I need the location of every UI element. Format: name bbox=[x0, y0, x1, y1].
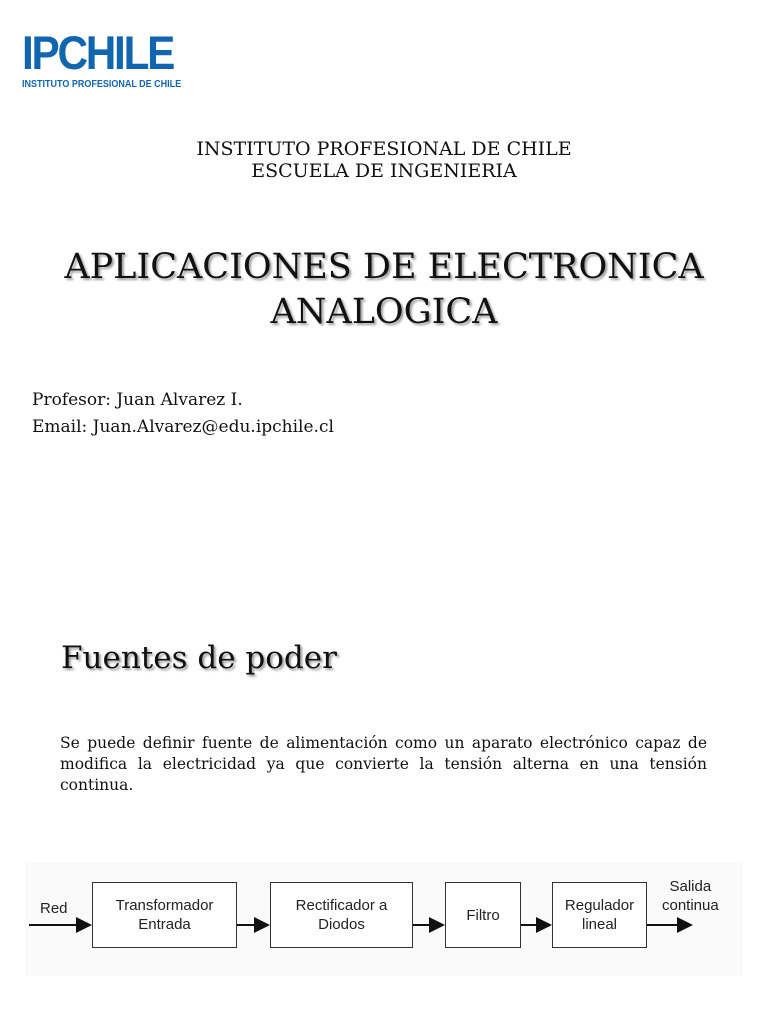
output-label-line2: continua bbox=[662, 897, 719, 914]
block-label-line1: Filtro bbox=[466, 906, 500, 924]
block-regulador bbox=[552, 882, 647, 948]
section-paragraph: Se puede definir fuente de alimentación como un aparato electrónico capaz de modifica la electricidad ya que convierte la tensión alterna en una tensión continua. bbox=[60, 734, 707, 794]
professor-line: Profesor: Juan Alvarez I. bbox=[32, 390, 243, 410]
block-transformador bbox=[92, 882, 237, 948]
block-rectificador bbox=[270, 882, 413, 948]
block-label-line1: Transformador bbox=[115, 897, 214, 914]
output-label-line1: Salida bbox=[669, 878, 712, 895]
output-label-salida bbox=[662, 877, 719, 915]
school-name: ESCUELA DE INGENIERIA bbox=[251, 160, 517, 182]
block-label-line1: Regulador bbox=[564, 897, 635, 914]
document-title-line1: APLICACIONES DE ELECTRONICA bbox=[64, 247, 704, 287]
logo-wordmark: IPCHILE bbox=[22, 26, 174, 79]
block-label-line1: Rectificador a bbox=[295, 897, 388, 914]
email-line: Email: Juan.Alvarez@edu.ipchile.cl bbox=[32, 417, 334, 437]
logo-subtitle: INSTITUTO PROFESIONAL DE CHILE bbox=[22, 79, 182, 90]
power-supply-block-diagram bbox=[25, 862, 743, 976]
block-label-line2: Entrada bbox=[138, 916, 191, 933]
document-title-line2: ANALOGICA bbox=[270, 292, 498, 332]
input-label-red: Red bbox=[40, 900, 68, 917]
institution-name: INSTITUTO PROFESIONAL DE CHILE bbox=[196, 138, 572, 160]
block-label-line2: Diodos bbox=[318, 916, 365, 933]
block-label-line2: lineal bbox=[581, 916, 618, 933]
ipchile-logo bbox=[22, 26, 196, 90]
block-filtro bbox=[445, 882, 521, 948]
section-title: Fuentes de poder bbox=[61, 640, 337, 676]
